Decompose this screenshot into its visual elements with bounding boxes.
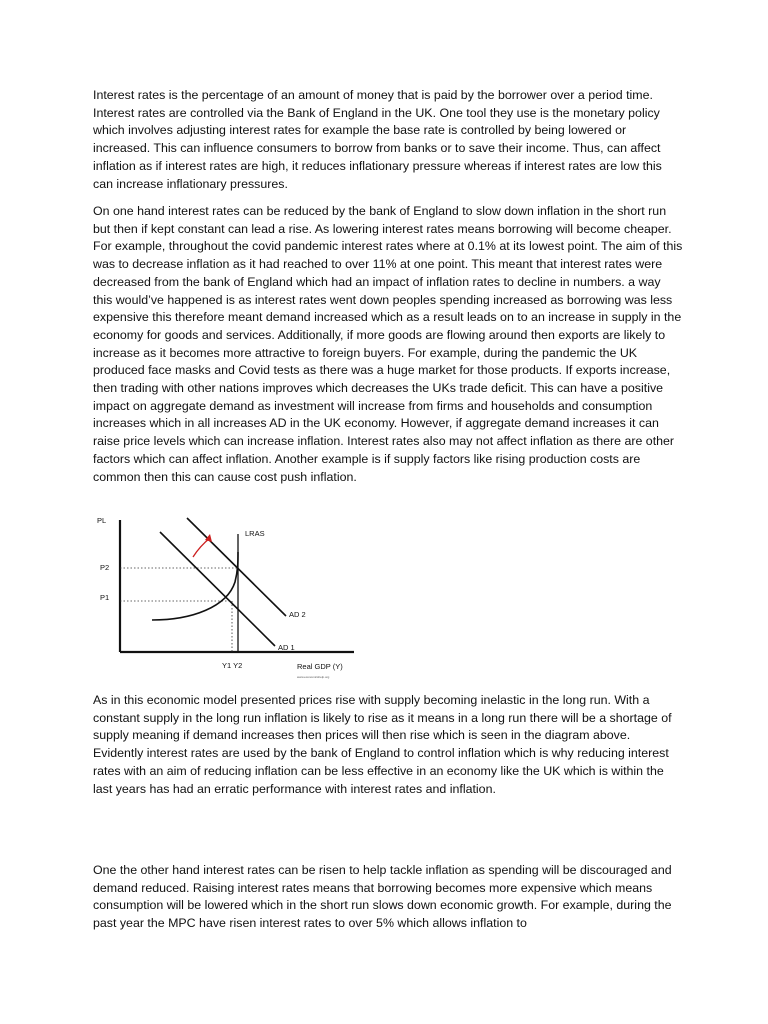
ad1-label: AD 1	[278, 643, 295, 652]
ad-as-diagram-svg	[92, 512, 362, 684]
ad-as-diagram	[92, 512, 362, 684]
x-axis-label: Real GDP (Y)	[297, 662, 343, 671]
paragraph-diagram-analysis: As in this economic model presented prices rise with supply becoming inelastic in the long run. With a constant supply in the long run inflation is likely to rise as it means in a long run there will be a shortage of supply meaning if demand increases then prices will then rise which is seen in the diagram above. Evidently interest rates are used by the bank of England to control inflation which is why reducing interest rates with an aim of reducing inflation can be less effective in an economy like the UK which is within the last years has had an erratic performance with interest rates and inflation.	[93, 693, 672, 796]
supply-curve	[152, 552, 238, 620]
paragraph-reduce-rates: On one hand interest rates can be reduced by the bank of England to slow down inflation in the short run but then if kept constant can lead a rise. As lowering interest rates means borrowing will become cheaper. For example, throughout the covid pandemic interest rates where at 0.1% at its lowest point. The aim of this was to decrease inflation as it had reached to over 11% at one point. This meant that interest rates were decreased from the bank of England which had an impact of inflation rates to decline in numbers. a way this would’ve happened is as interest rates went down peoples spending increased as borrowing was less expensive this therefore meant demand increased which as a result leads on to an increase in supply in the economy for goods and services. Additionally, if more goods are flowing around then exports are likely to increase as it becomes more attractive to foreign buyers. For example, during the pandemic the UK produced face masks and Covid tests as there was a huge market for those products. If exports increase, then trading with other nations improves which decreases the UKs trade deficit. This can have a positive impact on aggregate demand as investment will increase from firms and households and consumption increases which in all increases AD in the UK economy. However, if aggregate demand increases it can raise price levels which can increase inflation. Interest rates also may not affect inflation as there are other factors which can affect inflation. Another example is if supply factors like rising production costs are common then this can cause cost push inflation.	[93, 204, 683, 484]
shift-arrow	[193, 538, 210, 557]
lras-label: LRAS	[245, 529, 265, 538]
ad2-label: AD 2	[289, 610, 306, 619]
source-caption: www.economicshelp.org	[297, 675, 330, 679]
paragraph-raise-rates: One the other hand interest rates can be risen to help tackle inflation as spending will be discouraged and demand reduced. Raising interest rates means that borrowing becomes more expensive which means consumption will be lowered which in the short run slows down economic growth. For example, during the past year the MPC have risen interest rates to over 5% which allows inflation to	[93, 863, 672, 931]
price-level-p2: P2	[100, 563, 110, 572]
paragraph-intro: Interest rates is the percentage of an amount of money that is paid by the borrower over a period time. Interest rates are controlled via the Bank of England in the UK. One tool they use is the monetary policy which involves adjusting interest rates for example the base rate is controlled by being lowered or increased. This can influence consumers to borrow from banks or to save their income. Thus, can affect inflation as if interest rates are high, it reduces inflationary pressure whereas if interest rates are low this can increase inflationary pressures.	[93, 88, 662, 191]
price-level-p1: P1	[100, 593, 110, 602]
y-axis-label: PL	[97, 516, 107, 525]
output-label: Y1 Y2	[222, 661, 243, 670]
